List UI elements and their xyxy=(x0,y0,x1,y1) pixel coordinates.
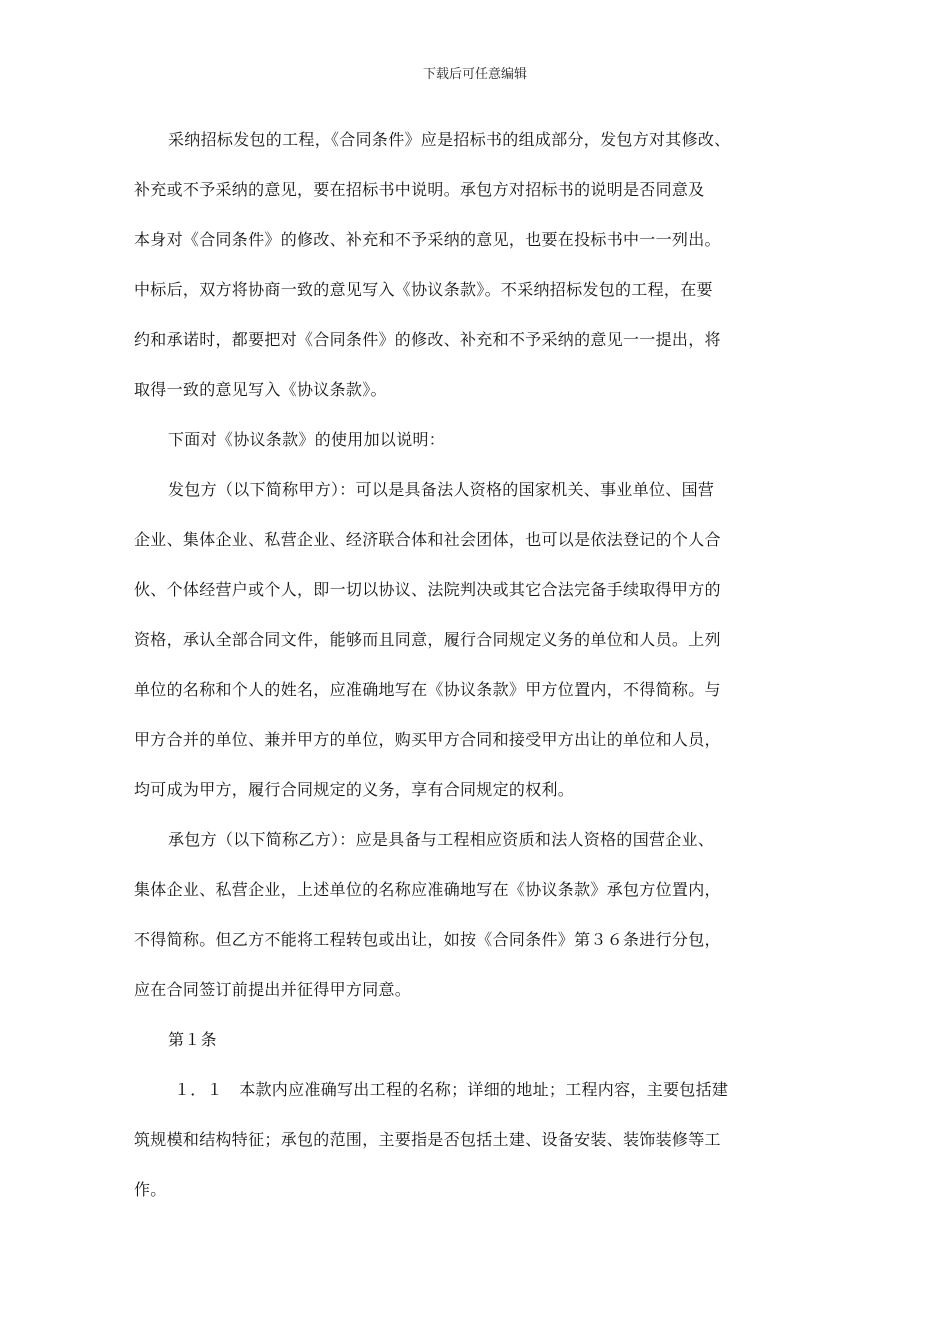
text-line: 单位的名称和个人的姓名，应准确地写在《协议条款》甲方位置内，不得简称。与 xyxy=(134,680,721,699)
text-line: 伙、个体经营户或个人，即一切以协议、法院判决或其它合法完备手续取得甲方的 xyxy=(134,580,721,599)
text-line: 甲方合并的单位、兼并甲方的单位，购买甲方合同和接受甲方出让的单位和人员， xyxy=(134,730,721,749)
text-line: 本身对《合同条件》的修改、补充和不予采纳的意见，也要在投标书中一一列出。 xyxy=(134,230,721,249)
text-line: 补充或不予采纳的意见，要在招标书中说明。承包方对招标书的说明是否同意及 xyxy=(134,180,705,199)
text-line: 下面对《协议条款》的使用加以说明： xyxy=(168,430,446,449)
text-line: 不得简称。但乙方不能将工程转包或出让，如按《合同条件》第３６条进行分包， xyxy=(134,930,721,949)
text-line: 承包方（以下简称乙方）：应是具备与工程相应资质和法人资格的国营企业、 xyxy=(168,830,715,849)
text-line: 集体企业、私营企业，上述单位的名称应准确地写在《协议条款》承包方位置内， xyxy=(134,880,721,899)
text-line: 采纳招标发包的工程，《合同条件》应是招标书的组成部分，发包方对其修改、 xyxy=(168,130,731,149)
text-line: 取得一致的意见写入《协议条款》。 xyxy=(134,380,387,399)
text-line: 约和承诺时，都要把对《合同条件》的修改、补充和不予采纳的意见一一提出，将 xyxy=(134,330,721,349)
text-line: 应在合同签订前提出并征得甲方同意。 xyxy=(134,980,412,999)
section-heading: 第１条 xyxy=(168,1030,217,1049)
text-line: 中标后，双方将协商一致的意见写入《协议条款》。不采纳招标发包的工程，在要 xyxy=(134,280,713,299)
text-line: 企业、集体企业、私营企业、经济联合体和社会团体，也可以是依法登记的个人合 xyxy=(134,530,721,549)
text-line: １．１ 本款内应准确写出工程的名称；详细的地址；工程内容，主要包括建 xyxy=(174,1080,729,1099)
text-line: 均可成为甲方，履行合同规定的义务，享有合同规定的权利。 xyxy=(134,780,575,799)
text-line: 作。 xyxy=(134,1180,167,1199)
text-line: 发包方（以下简称甲方）：可以是具备法人资格的国家机关、事业单位、国营 xyxy=(168,480,715,499)
document-body xyxy=(134,115,794,1215)
text-line: 筑规模和结构特征；承包的范围，主要指是否包括土建、设备安装、装饰装修等工 xyxy=(134,1130,721,1149)
text-line: 资格，承认全部合同文件，能够而且同意，履行合同规定义务的单位和人员。上列 xyxy=(134,630,721,649)
page-header: 下载后可任意编辑 xyxy=(422,67,527,82)
